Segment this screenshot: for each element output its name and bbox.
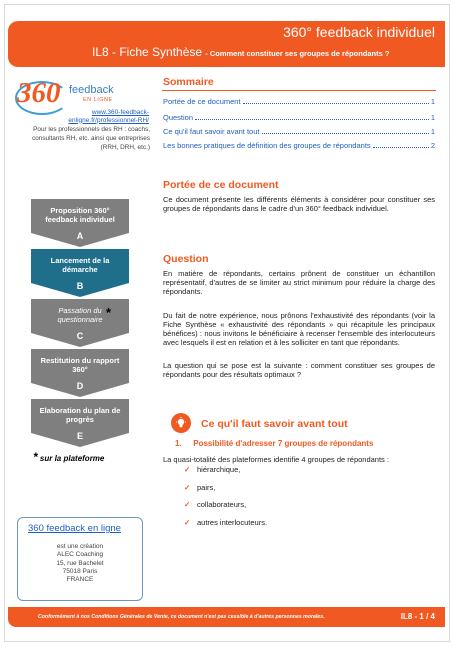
toc-item[interactable] — [163, 113, 435, 122]
process-step — [31, 249, 129, 297]
step-letter: D — [76, 381, 84, 391]
list-item-label: collaborateurs, — [197, 500, 247, 509]
step-label: Passation du questionnaire — [57, 306, 103, 324]
process-step — [31, 199, 129, 247]
header-subtitle-line — [92, 45, 389, 59]
question-heading: Question — [163, 253, 209, 265]
checkmark-icon: ✓ — [184, 465, 191, 474]
footer-banner — [8, 607, 445, 627]
know-sub-number: 1. — [175, 439, 182, 448]
know-heading: Ce qu'il faut savoir avant tout — [201, 418, 348, 430]
toc-item[interactable] — [163, 97, 435, 106]
card-line: 15, rue Bachelet — [56, 559, 104, 567]
step-label: Restitution du rapport 360° — [40, 356, 120, 374]
process-step — [31, 349, 129, 397]
card-line: FRANCE — [66, 576, 94, 584]
toc-item[interactable] — [163, 127, 435, 136]
lightbulb-icon — [171, 413, 191, 433]
step-c-star: * — [106, 305, 112, 320]
toc-label: Ce qu'il faut savoir avant tout — [163, 127, 260, 136]
card-line: est une création — [56, 543, 104, 550]
list-item-label: autres interlocuteurs. — [197, 517, 268, 527]
list-item — [184, 500, 267, 518]
platform-note-text: sur la plateforme — [39, 454, 105, 463]
step-letter: A — [76, 231, 84, 241]
header-title: 360° feedback individuel — [283, 24, 435, 40]
audience-text: Pour les professionnels des RH : coachs, consultants RH, etc. ainsi que entreprises (RRH, DRH, etc.) — [32, 126, 150, 151]
summary-heading: Sommaire — [163, 76, 214, 88]
platform-note-star: * — [33, 450, 38, 464]
respondent-groups-list — [184, 465, 267, 535]
creator-card-lines — [18, 543, 142, 584]
list-item-label: hiérarchique, — [197, 465, 241, 474]
toc-page: 2 — [430, 141, 435, 150]
process-step — [31, 399, 129, 447]
checkmark-icon: ✓ — [184, 482, 191, 492]
toc-item[interactable] — [163, 141, 435, 150]
question-paragraph-1: En matière de répondants, certains prônent de constituer un échantillon représentatif, d'autres de se limiter au strict minimum pour réduire la charge des répondants. — [163, 269, 435, 296]
process-step — [31, 299, 129, 347]
question-paragraph-3: La question qui se pose est la suivante : comment constituer ses groupes de répondants pour des résultats optimaux ? — [163, 361, 435, 379]
scope-heading: Portée de ce document — [163, 179, 279, 191]
know-sub-title: Possibilité d'adresser 7 groupes de répondants — [193, 439, 374, 448]
footer-notice: Conformément à nos Conditions Générales de Vente, ce document n'est pas cessible à d'autres personnes morales. — [38, 614, 325, 620]
list-item — [184, 483, 267, 501]
list-item — [184, 465, 267, 483]
toc-label: Les bonnes pratiques de définition des groupes de répondants — [163, 141, 371, 150]
logo-brand: feedback — [69, 84, 114, 96]
platform-note — [33, 450, 104, 464]
toc-label: Question — [163, 113, 194, 122]
card-line: ALEC Coaching — [56, 551, 104, 559]
step-letter: B — [76, 281, 84, 291]
checkmark-icon: ✓ — [184, 517, 191, 527]
toc-label: Portée de ce document — [163, 97, 241, 106]
website-link[interactable]: www.360-feedback-enligne.fr/professionnel-RH/ — [68, 109, 149, 124]
creator-card — [17, 517, 143, 601]
toc-page: 1 — [430, 113, 435, 122]
step-letter: C — [76, 331, 84, 341]
checkmark-icon: ✓ — [184, 500, 191, 509]
step-label: Lancement de la démarche — [50, 256, 110, 274]
header-banner — [8, 21, 445, 67]
step-letter: E — [76, 431, 83, 441]
card-line: 75018 Paris — [62, 567, 98, 575]
summary-divider — [162, 90, 436, 91]
step-label: Elaboration du plan de progrès — [39, 406, 121, 424]
page-number: IL8 - 1 / 4 — [400, 612, 435, 621]
sheet-code: IL8 - Fiche Synthèse — [92, 45, 203, 59]
logo-brand-sub: EN LIGNE — [83, 97, 113, 103]
step-label: Proposition 360° feedback individuel — [45, 206, 115, 224]
document-page — [4, 4, 450, 642]
know-subheading — [175, 439, 373, 448]
question-paragraph-2: Du fait de notre expérience, nous prônons l'exhaustivité des répondants (voir la Fiche Synthèse « exhaustivité des répondants » qui récapitule les principaux bénéfices) : nous invitons le bénéficiaire à recenser l'ensemble des interlocuteurs avec lesquels il est en relation et à les solliciter en tant que répondants. — [163, 311, 435, 347]
creator-card-title[interactable]: 360 feedback en ligne — [28, 523, 121, 534]
toc-page: 1 — [430, 97, 435, 106]
know-intro: La quasi-totalité des plateformes identifie 4 groupes de répondants : — [163, 455, 389, 464]
toc-page: 1 — [430, 127, 435, 136]
sheet-subtitle: - Comment constituer ses groupes de répondants ? — [205, 49, 390, 58]
list-item — [184, 518, 267, 536]
list-item-label: pairs, — [197, 482, 216, 492]
scope-text: Ce document présente les différents éléments à considérer pour constituer ses groupes de répondants dans le cadre d'un 360° feedback individuel. — [163, 195, 435, 213]
logo-number: 360 — [17, 77, 61, 109]
